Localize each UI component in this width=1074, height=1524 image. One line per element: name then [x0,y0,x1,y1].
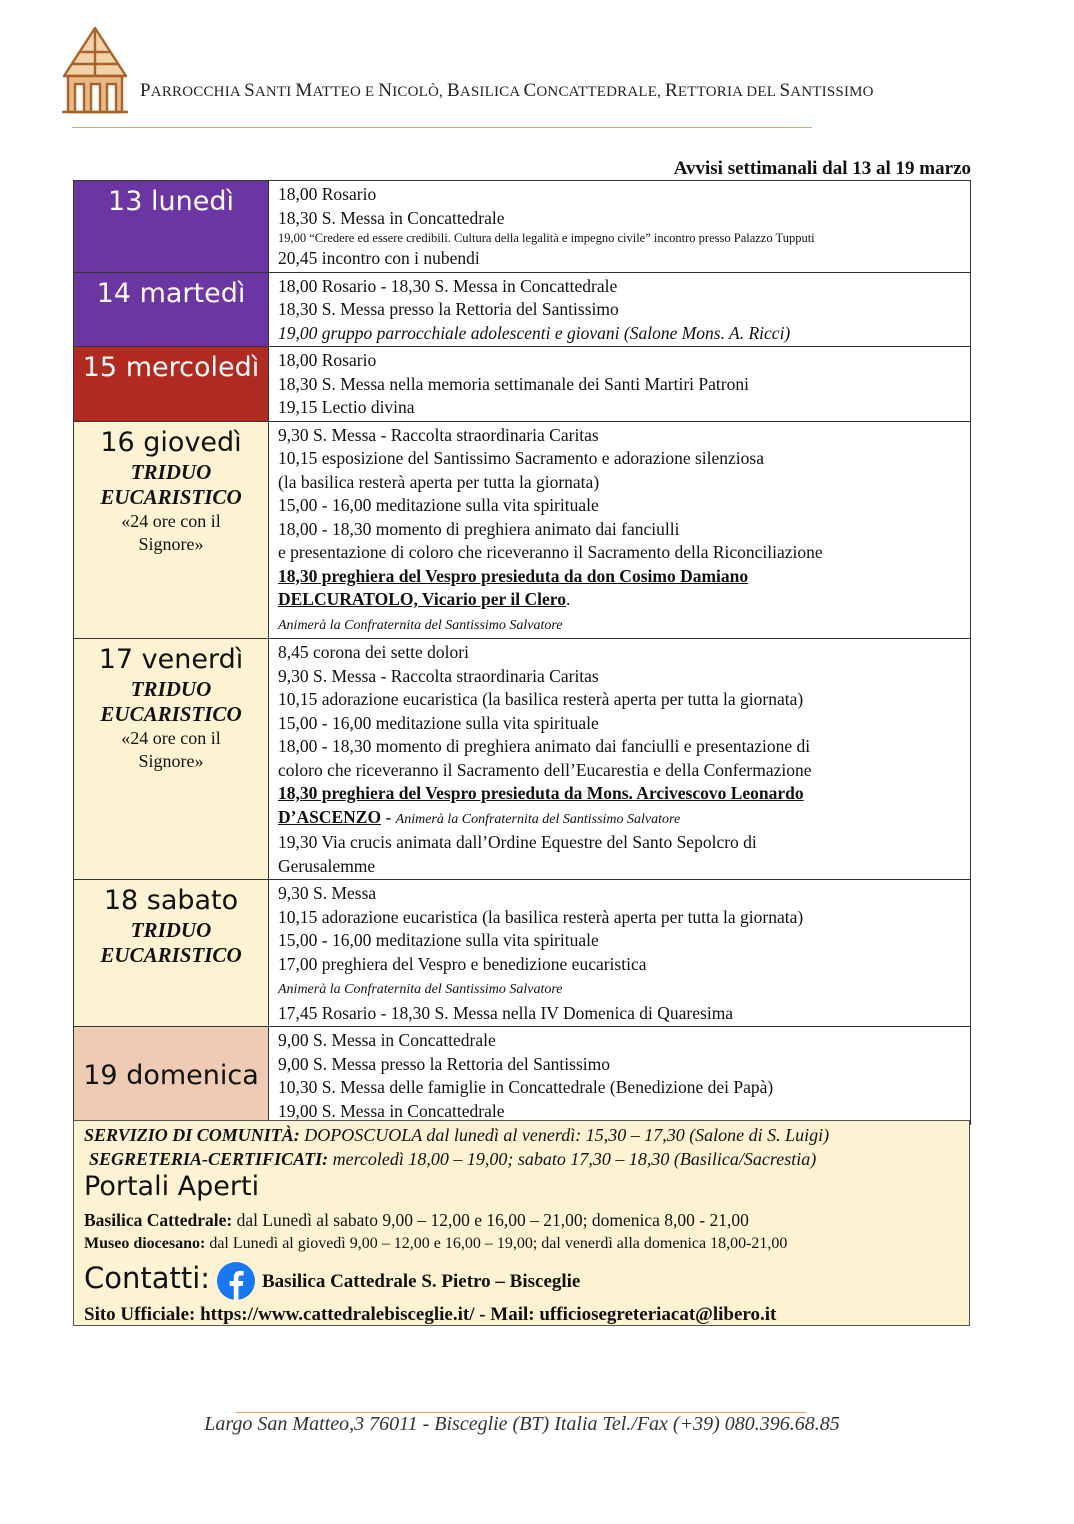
event-text: 18,30 S. Messa presso la Rettoria del Santissimo [278,299,619,319]
day-weekday: domenica [126,1059,259,1091]
day-label [74,884,268,918]
event-line [278,207,970,231]
day-weekday: martedì [139,277,246,309]
event-text: 15,00 - 16,00 meditazione sulla vita spirituale [278,712,599,733]
title-segment: R [665,80,678,101]
day-number: 14 [96,277,131,309]
event-text: (la basilica resterà aperta per tutta la giornata) [278,471,600,492]
title-segment: ANTISSIMO [790,84,874,100]
day-cell [74,272,269,347]
event-text: 20,45 incontro con i nubendi [278,248,480,268]
event-line [278,447,970,471]
day-row [74,639,971,880]
day-row [74,421,971,639]
event-line [278,183,970,207]
event-line [278,953,970,977]
day-cell [74,639,269,880]
title-segment: M [295,80,313,101]
ore-label: Signore» [138,533,204,554]
event-line [278,976,970,1002]
event-line [278,471,970,495]
title-segment: ETTORIA DEL [677,84,780,100]
event-text: 19,00 gruppo parrocchiale adolescenti e giovani (Salone Mons. A. Ricci) [278,322,791,343]
event-text: Gerusalemme [278,855,376,876]
title-segment: ATTEO E [312,84,379,100]
events-cell [269,639,971,880]
title-segment: P [140,80,151,101]
event-text: 18,30 preghiera del Vespro presieduta da Mons. Arcivescovo Leonardo [278,783,804,803]
basilica-logo-icon [58,24,132,116]
event-text: 9,00 S. Messa in Concattedrale [278,1030,496,1050]
event-line [278,373,970,397]
event-text: 18,30 S. Messa in Concattedrale [278,207,505,228]
event-text: 19,00 S. Messa in Concattedrale [278,1100,505,1121]
day-cell [74,347,269,422]
event-line [278,688,970,712]
event-text: 17,00 preghiera del Vespro e benedizione eucaristica [278,953,647,974]
museo-hours: Museo diocesano: dal Lunedì al giovedì 9,00 – 12,00 e 16,00 – 19,00; dal venerdì alla domenica 18,00-21,00 [84,1235,788,1252]
event-line [278,1002,970,1026]
event-text: 15,00 - 16,00 meditazione sulla vita spirituale [278,495,599,515]
day-row [74,1027,971,1125]
title-segment: ICOLÒ, [392,84,447,100]
event-text: 9,00 S. Messa presso la Rettoria del Santissimo [278,1053,610,1074]
ore-label: «24 ore con il [121,728,221,748]
event-line [278,759,970,783]
day-cell [74,1027,269,1125]
event-line [278,424,970,448]
event-line [278,1029,970,1053]
day-number: 16 [100,426,135,458]
day-number: 13 [108,186,143,217]
title-segment: N [378,80,393,101]
event-line [278,782,970,806]
day-row [74,272,971,347]
day-row [74,347,971,422]
events-cell [269,1027,971,1125]
event-text: e presentazione di coloro che riceveranno il Sacramento della Riconciliazione [278,542,823,562]
events-cell [269,421,971,639]
event-line [278,882,970,906]
day-weekday: mercoledì [125,352,260,383]
facebook-icon[interactable] [216,1261,256,1301]
servizio-line: SERVIZIO DI COMUNITÀ: DOPOSCUOLA dal lunedì al venerdì: 15,30 – 17,30 (Salone di S. Luigi) [84,1125,830,1145]
week-title: Avvisi settimanali dal 13 al 19 marzo [673,158,971,179]
event-text: - [381,806,396,827]
event-text: 19,00 “Credere ed essere credibili. Cultura della legalità e impegno civile” incontro presso Palazzo Tupputi [278,231,815,245]
footer-address: Largo San Matteo,3 76011 - Bisceglie (BT) Italia Tel./Fax (+39) 080.396.68.85 [204,1413,840,1435]
event-text: 18,00 Rosario [278,184,377,204]
day-number: 17 [98,644,134,675]
title-segment: S [779,80,791,101]
segreteria-line: SEGRETERIA-CERTIFICATI: mercoledì 18,00 – 19,00; sabato 17,30 – 18,30 (Basilica/Sacrestia) [89,1149,817,1169]
basilica-hours: Basilica Cattedrale: dal Lunedì al sabato 9,00 – 12,00 e 16,00 – 21,00; domenica 8,00 - 21,00 [84,1210,749,1230]
event-text: 18,00 Rosario [278,350,377,370]
day-number: 19 [83,1059,118,1091]
event-line [278,612,970,638]
event-line [278,541,970,565]
triduo-label: TRIDUO [130,918,212,942]
event-text: 10,30 S. Messa delle famiglie in Concattedrale (Benedizione dei Papà) [278,1077,774,1097]
title-segment: ONCATTEDRALE, [536,84,666,100]
event-text: 19,15 Lectio divina [278,397,415,417]
day-cell [74,181,269,273]
event-line [278,1076,970,1100]
portali-aperti-heading: Portali Aperti [84,1171,260,1202]
event-text: coloro che riceveranno il Sacramento dell’Eucarestia e della Confermazione [278,759,812,780]
parish-title [140,80,874,102]
event-line [278,247,970,271]
event-text: 10,15 adorazione eucaristica (la basilica resterà aperta per tutta la giornata) [278,906,804,927]
event-text: 9,30 S. Messa - Raccolta straordinaria Caritas [278,665,599,686]
event-text: 8,45 corona dei sette dolori [278,642,469,662]
day-weekday: venerdì [141,644,244,675]
contatti-label: Contatti: [84,1261,211,1295]
day-label [74,185,268,219]
event-line [278,831,970,855]
event-text: 9,30 S. Messa - Raccolta straordinaria Caritas [278,424,599,445]
ore-label: «24 ore con il [121,510,221,531]
event-text: 19,30 Via crucis animata dall’Ordine Equestre del Santo Sepolcro di [278,832,757,852]
event-line [278,665,970,689]
day-label [74,426,268,460]
event-text: DELCURATOLO, Vicario per il Clero [278,589,566,609]
event-text: 15,00 - 16,00 meditazione sulla vita spirituale [278,930,599,950]
events-cell [269,880,971,1027]
event-line [278,735,970,759]
event-line [278,275,970,299]
weekly-schedule-table [73,180,971,1125]
event-line [278,230,970,247]
triduo-label: EUCARISTICO [100,484,242,509]
event-line [278,396,970,420]
event-line [278,806,970,832]
day-cell [74,421,269,639]
day-row [74,181,971,273]
event-line [278,1053,970,1077]
event-text: 9,30 S. Messa [278,883,377,903]
title-segment: B [446,80,460,101]
events-cell [269,272,971,347]
title-segment: ARROCCHIA [150,84,245,100]
day-weekday: lunedì [150,186,234,217]
event-text: Animerà la Confraternita del Santissimo Salvatore [278,617,563,633]
events-cell [269,181,971,273]
day-label [74,1059,268,1093]
event-line [278,565,970,589]
day-row [74,880,971,1027]
day-cell [74,880,269,1027]
triduo-label: TRIDUO [130,677,212,701]
event-line [278,906,970,930]
info-box [73,1120,970,1326]
event-text: D’ASCENZO [278,806,382,827]
event-line [278,518,970,542]
event-text: Animerà la Confraternita del Santissimo Salvatore [278,982,563,997]
triduo-label: EUCARISTICO [100,702,242,726]
title-segment: ANTI [254,84,296,100]
day-number: 18 [103,885,139,916]
event-text: 17,45 Rosario - 18,30 S. Messa nella IV Domenica di Quaresima [278,1002,734,1023]
triduo-label: EUCARISTICO [100,943,242,967]
header-divider [72,127,812,128]
event-text: Animerà la Confraternita del Santissimo Salvatore [395,811,681,827]
event-line [278,855,970,879]
day-number: 15 [82,352,118,383]
facebook-page-link[interactable]: Basilica Cattedrale S. Pietro – Bisceglie [262,1271,581,1292]
event-text: 18,30 S. Messa nella memoria settimanale dei Santi Martiri Patroni [278,373,749,394]
event-line [278,929,970,953]
event-line [278,712,970,736]
day-label [74,351,268,385]
title-segment: ASILICA [459,84,524,100]
event-text: 10,15 esposizione del Santissimo Sacramento e adorazione silenziosa [278,448,764,468]
event-line [278,298,970,322]
event-line [278,494,970,518]
title-segment: S [244,80,255,101]
event-line [278,322,970,346]
day-weekday: sabato [146,885,239,916]
event-line [278,588,970,612]
day-label [74,643,268,677]
event-text: 18,00 - 18,30 momento di preghiera animato dai fanciulli [278,518,680,539]
triduo-label: TRIDUO [130,459,212,484]
day-label [74,277,268,311]
event-text: 18,00 Rosario - 18,30 S. Messa in Concattedrale [278,275,618,296]
event-line [278,349,970,373]
event-line [278,641,970,665]
event-text: . [565,589,571,609]
event-text: 18,00 - 18,30 momento di preghiera animato dai fanciulli e presentazione di [278,736,811,756]
events-cell [269,347,971,422]
event-text: 18,30 preghiera del Vespro presieduta da don Cosimo Damiano [278,565,749,586]
title-segment: C [523,80,537,101]
website-mail-line[interactable]: Sito Ufficiale: https://www.cattedralebisceglie.it/ - Mail: ufficiosegreteriacat@libero.it [84,1304,777,1325]
ore-label: Signore» [138,751,204,771]
day-weekday: giovedì [143,426,242,458]
event-text: 10,15 adorazione eucaristica (la basilica resterà aperta per tutta la giornata) [278,689,804,709]
